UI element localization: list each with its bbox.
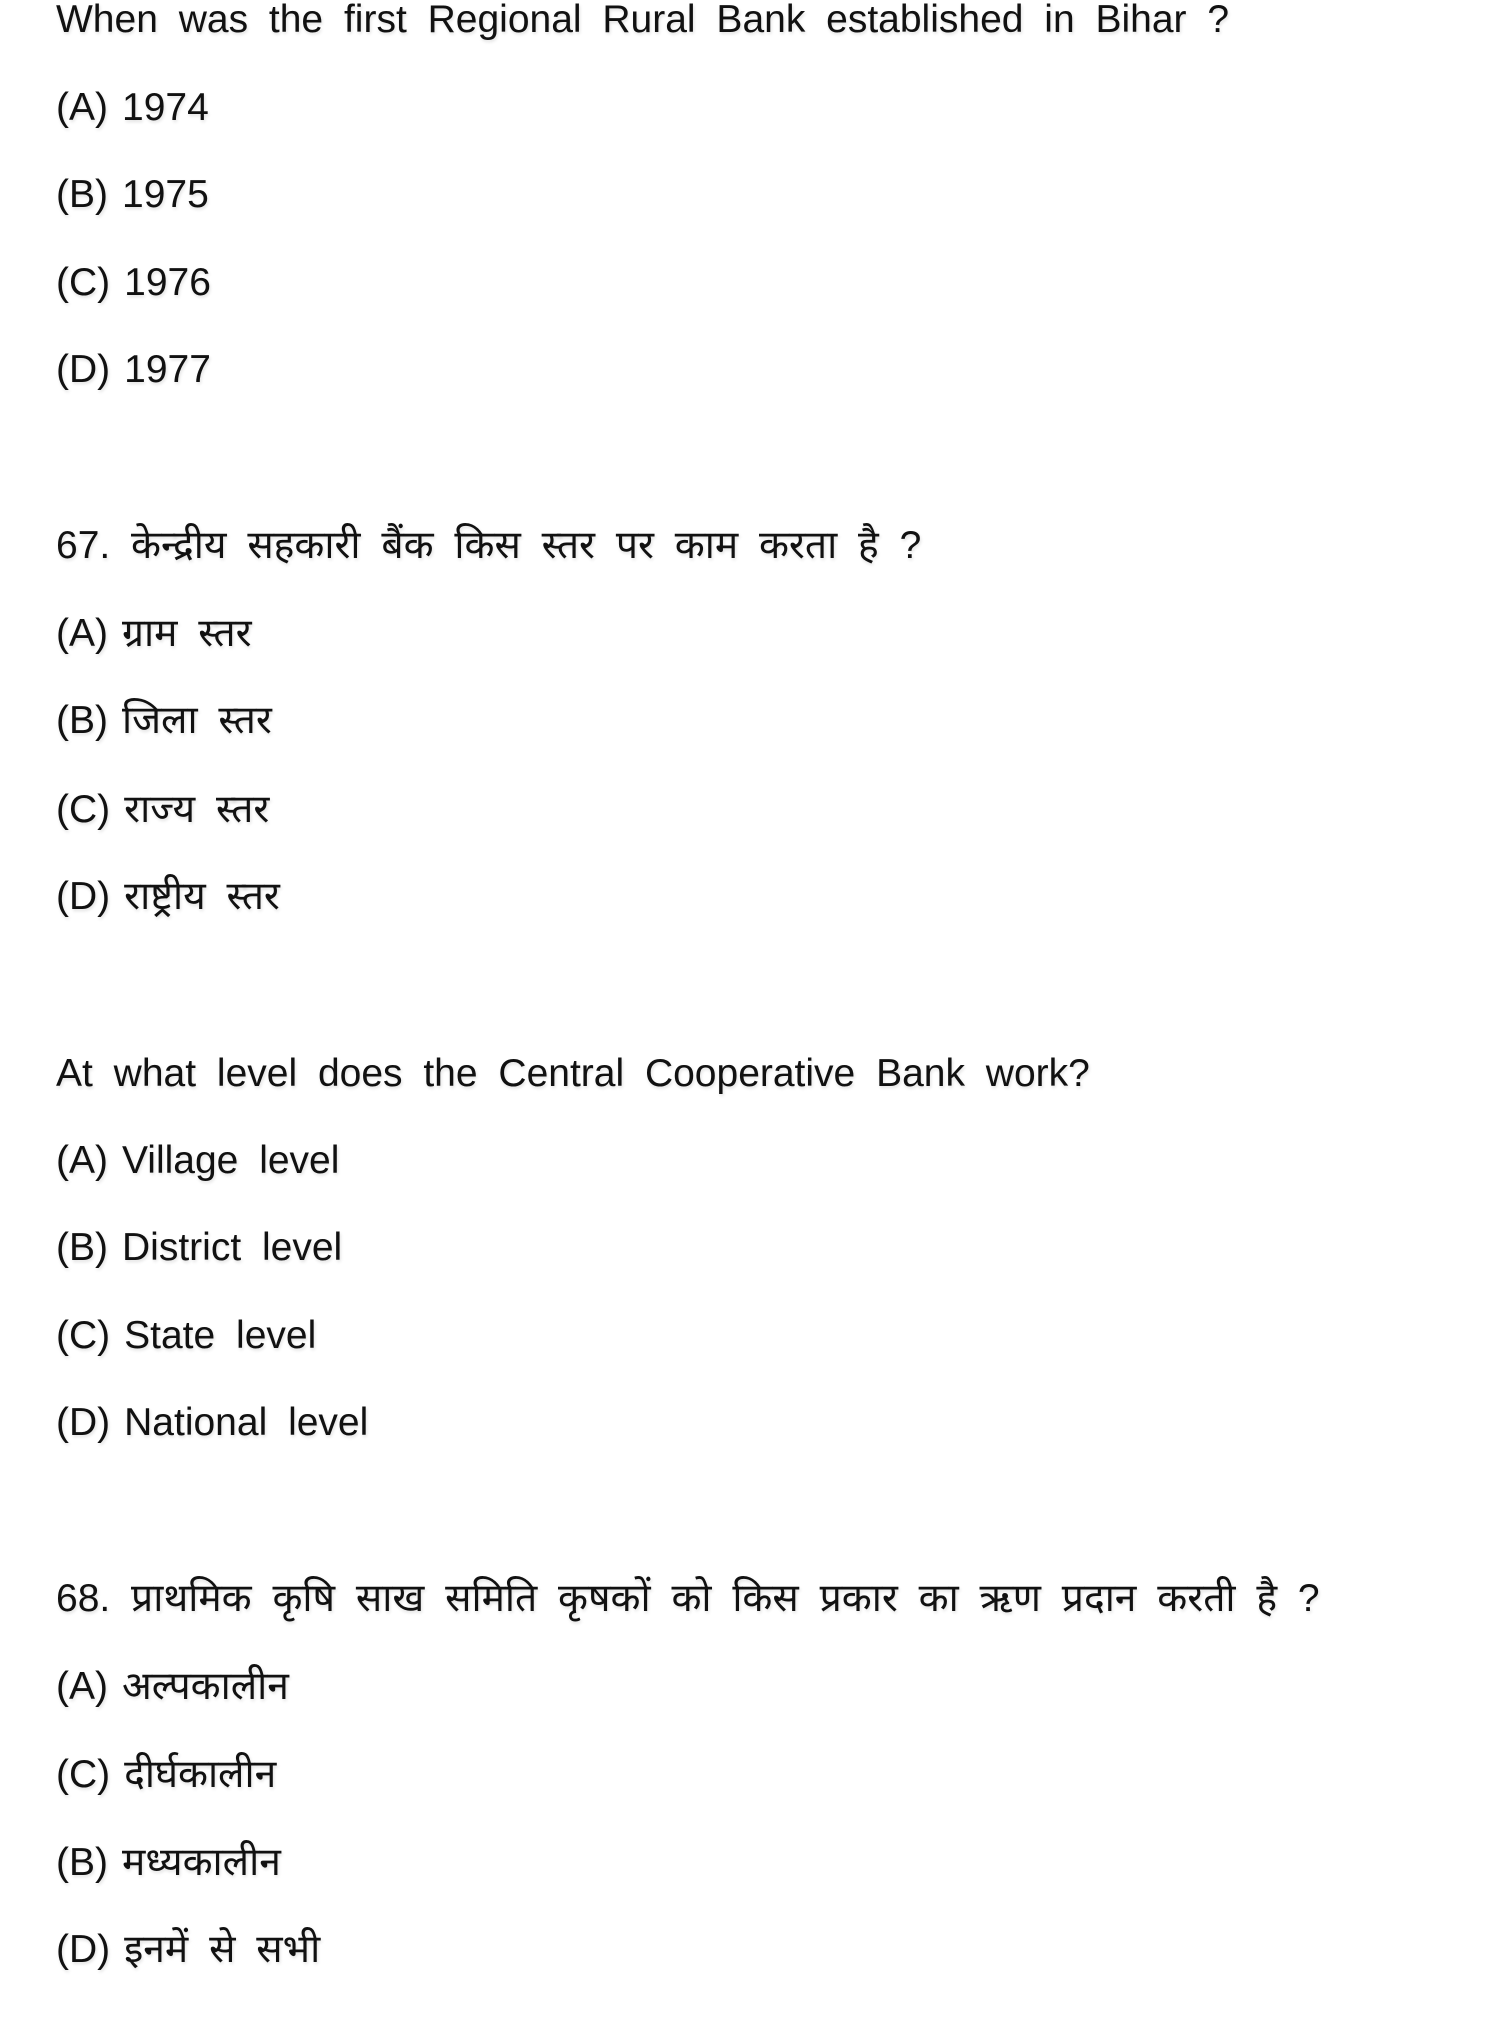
option-label: (C)	[56, 261, 111, 304]
option-c[interactable]	[56, 1750, 276, 1800]
option-text: 1975	[122, 173, 209, 216]
option-text: दीर्घकालीन	[124, 1753, 277, 1796]
option-text: Village level	[122, 1139, 340, 1182]
option-text: राज्य स्तर	[124, 788, 270, 831]
option-label: (B)	[56, 699, 108, 742]
option-label: (B)	[56, 1226, 108, 1269]
option-text: 1976	[124, 261, 211, 304]
question-text: 68. प्राथमिक कृषि साख समिति कृषकों को किस प्रकार का ऋण प्रदान करती है ?	[56, 1577, 1320, 1620]
option-b[interactable]	[56, 696, 272, 746]
option-text: 1974	[122, 86, 209, 129]
option-a[interactable]	[56, 1662, 289, 1712]
option-text: District level	[122, 1226, 343, 1269]
option-text: National level	[124, 1401, 369, 1444]
option-label: (A)	[56, 1665, 108, 1708]
option-text: राष्ट्रीय स्तर	[124, 875, 280, 918]
option-c[interactable]	[56, 785, 269, 835]
option-c[interactable]	[56, 1311, 316, 1361]
option-label: (B)	[56, 1841, 108, 1884]
option-label: (C)	[56, 1314, 111, 1357]
question-text: When was the first Regional Rural Bank established in Bihar ?	[56, 0, 1230, 41]
option-c[interactable]	[56, 258, 211, 308]
option-label: (D)	[56, 875, 111, 918]
option-b[interactable]	[56, 170, 209, 220]
option-text: ग्राम स्तर	[122, 612, 252, 655]
option-label: (A)	[56, 86, 108, 129]
option-label: (C)	[56, 788, 111, 831]
option-a[interactable]	[56, 1136, 339, 1186]
option-label: (D)	[56, 1928, 111, 1971]
option-a[interactable]	[56, 83, 209, 133]
option-text: इनमें से सभी	[124, 1928, 321, 1971]
option-b[interactable]	[56, 1838, 281, 1888]
option-label: (C)	[56, 1753, 111, 1796]
option-b[interactable]	[56, 1223, 342, 1273]
option-d[interactable]	[56, 872, 280, 922]
option-a[interactable]	[56, 609, 252, 659]
option-d[interactable]	[56, 345, 211, 395]
option-label: (A)	[56, 1139, 108, 1182]
option-text: मध्यकालीन	[122, 1841, 281, 1884]
option-label: (D)	[56, 348, 111, 391]
option-text: 1977	[124, 348, 211, 391]
option-label: (D)	[56, 1401, 111, 1444]
option-text: State level	[124, 1314, 317, 1357]
option-text: अल्पकालीन	[122, 1665, 289, 1708]
option-text: जिला स्तर	[122, 699, 272, 742]
option-d[interactable]	[56, 1925, 320, 1975]
option-label: (A)	[56, 612, 108, 655]
question-text: 67. केन्द्रीय सहकारी बैंक किस स्तर पर काम करता है ?	[56, 524, 922, 567]
option-label: (B)	[56, 173, 108, 216]
question-text: At what level does the Central Cooperative Bank work?	[56, 1052, 1090, 1095]
option-d[interactable]	[56, 1398, 368, 1448]
